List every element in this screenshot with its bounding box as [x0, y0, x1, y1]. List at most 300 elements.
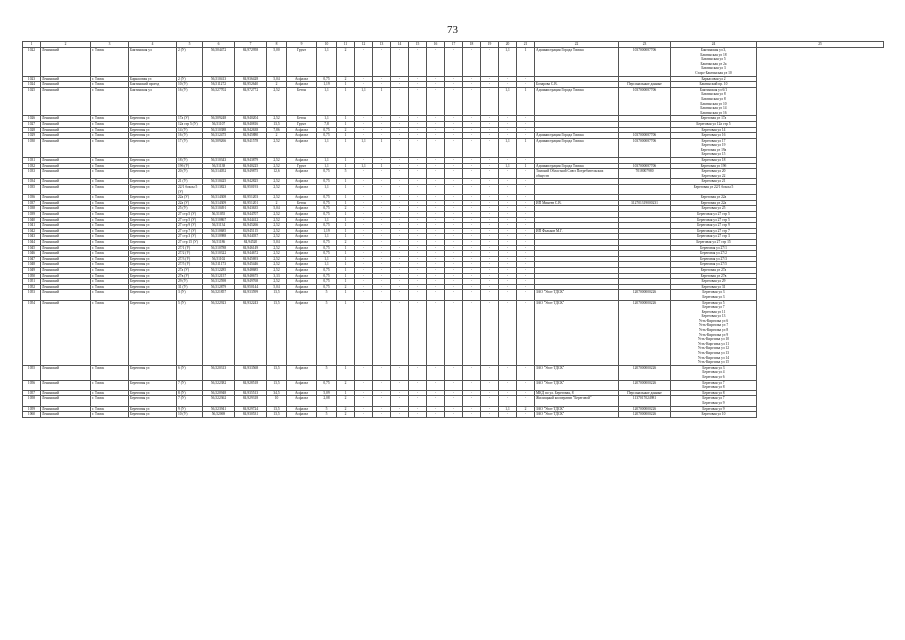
row-number-cell: 1056 [23, 380, 41, 390]
value-cell: - [355, 200, 373, 206]
value-cell: 0,75 [317, 133, 337, 139]
value-cell: - [463, 273, 481, 279]
district-cell: Ленинский [41, 267, 91, 273]
value-cell: - [409, 267, 427, 273]
value-cell: - [499, 267, 517, 273]
value-cell: - [463, 76, 481, 82]
value-cell: - [391, 412, 409, 418]
value-cell: - [427, 234, 445, 240]
area-cell: 13,5 [267, 300, 287, 365]
value-cell: 1,19 [317, 228, 337, 234]
value-cell: - [427, 116, 445, 122]
value-cell: 5 [337, 169, 355, 179]
longitude-cell: 84,942638 [235, 127, 267, 133]
area-cell: 34,5 [267, 390, 287, 396]
served-addresses-cell [671, 185, 757, 195]
value-cell: 2 [337, 396, 355, 406]
value-cell: - [391, 251, 409, 257]
value-cell: 0,75 [317, 212, 337, 218]
value-cell: 0,75 [317, 239, 337, 245]
longitude-cell: 84,929724 [235, 406, 267, 412]
value-cell: - [373, 365, 391, 380]
served-address: Бактинская ул 8 [701, 92, 726, 97]
city-cell: г. Томск [91, 138, 129, 157]
city-cell: г. Томск [91, 169, 129, 179]
value-cell: - [463, 212, 481, 218]
value-cell: - [463, 163, 481, 169]
row-number-cell: 1024 [23, 82, 41, 88]
row-number-cell: 1048 [23, 262, 41, 268]
latitude-cell: 56,512598 [203, 279, 235, 285]
value-cell: - [391, 273, 409, 279]
area-cell: 12,6 [267, 169, 287, 179]
city-cell: г. Томск [91, 245, 129, 251]
value-cell: - [463, 290, 481, 300]
value-cell: - [445, 239, 463, 245]
column-number-header: 4 [129, 42, 177, 48]
district-cell: Ленинский [41, 234, 91, 240]
value-cell: - [499, 206, 517, 212]
value-cell: - [445, 158, 463, 164]
longitude-cell: 84,932243 [235, 300, 267, 365]
value-cell: - [499, 127, 517, 133]
latitude-cell: 56,511272 [203, 82, 235, 88]
value-cell: - [355, 116, 373, 122]
value-cell: - [499, 365, 517, 380]
street-cell: Береговая ул [129, 234, 177, 240]
latitude-cell: 56,523941 [203, 406, 235, 412]
value-cell: - [517, 179, 535, 185]
ogrn-cell: 1207000000226 [619, 412, 671, 418]
longitude-cell: 84,949875 [235, 169, 267, 179]
value-cell: - [517, 396, 535, 406]
owner-cell: Администрация Города Томска [535, 138, 619, 157]
longitude-cell: 84,944412 [235, 217, 267, 223]
latitude-cell: 56,514309 [203, 200, 235, 206]
ogrn-cell: 1037000087706 [619, 133, 671, 139]
longitude-cell: 84,945693 [235, 256, 267, 262]
served-address: Усть-Киргизка ул 9 [698, 332, 729, 337]
value-cell: - [427, 195, 445, 201]
house-cell: 3 (У) [177, 290, 203, 300]
area-cell: 2,52 [267, 87, 287, 116]
house-cell: 27 стр 9 (У) [177, 223, 203, 229]
value-cell: 1 [337, 185, 355, 195]
value-cell: - [463, 396, 481, 406]
house-cell: 22а (У) [177, 195, 203, 201]
value-cell: - [517, 169, 535, 179]
row-number-cell: 1023 [23, 76, 41, 82]
served-address: Усть-Киргизка ул 6 [698, 318, 729, 323]
street-cell: Береговая ул [129, 245, 177, 251]
city-cell: г. Томск [91, 228, 129, 234]
surface-cell: Грунт [287, 48, 317, 77]
value-cell: - [499, 82, 517, 88]
value-cell: 1,1 [499, 163, 517, 169]
value-cell: - [409, 223, 427, 229]
value-cell: - [481, 412, 499, 418]
district-cell: Ленинский [41, 158, 91, 164]
value-cell: - [463, 300, 481, 365]
value-cell: 0,75 [317, 245, 337, 251]
value-cell: - [391, 284, 409, 290]
row-number-cell: 1028 [23, 127, 41, 133]
value-cell: - [373, 267, 391, 273]
value-cell: - [517, 234, 535, 240]
row-number-cell: 1027 [23, 121, 41, 127]
value-cell: - [355, 290, 373, 300]
row-number-cell: 1059 [23, 406, 41, 412]
value-cell: - [355, 223, 373, 229]
served-address: Береговая ул 9 [702, 400, 725, 405]
column-number-header: 6 [203, 42, 235, 48]
served-address: Береговая ул 22 [701, 173, 726, 178]
row-number-cell: 1038 [23, 206, 41, 212]
area-cell: 5,00 [267, 48, 287, 77]
city-cell: г. Томск [91, 179, 129, 185]
value-cell: 5 [317, 412, 337, 418]
value-cell: - [427, 396, 445, 406]
value-cell: - [391, 206, 409, 212]
value-cell: 2 [337, 48, 355, 77]
served-address: Баркасовая ул 2 [701, 76, 726, 81]
city-cell: г. Томск [91, 284, 129, 290]
longitude-cell: 84,945115 [235, 228, 267, 234]
value-cell: - [355, 206, 373, 212]
owner-cell: Администрация Города Томска [535, 163, 619, 169]
served-address: Бактинская ул 5 [701, 57, 726, 62]
served-address: Береговая ул 20 [701, 169, 726, 174]
house-cell: 27 стр 7 (У) [177, 228, 203, 234]
served-address: Береговая ул 27 стр 15 [696, 239, 731, 244]
ogrn-cell: 1207000000226 [619, 406, 671, 412]
street-cell: Береговая ул [129, 406, 177, 412]
value-cell: - [409, 195, 427, 201]
value-cell: - [391, 127, 409, 133]
value-cell: - [445, 87, 463, 116]
surface-cell: Асфальт [287, 245, 317, 251]
area-cell: 2,52 [267, 116, 287, 122]
value-cell: - [481, 200, 499, 206]
column-number-header: 11 [337, 42, 355, 48]
value-cell: - [427, 87, 445, 116]
served-address: Усть-Киргизка ул 14 [697, 355, 730, 360]
value-cell: - [391, 267, 409, 273]
district-cell: Ленинский [41, 133, 91, 139]
surface-cell: Асфальт [287, 223, 317, 229]
surface-cell: Асфальт [287, 406, 317, 412]
longitude-cell: 84,941578 [235, 138, 267, 157]
latitude-cell: 56,51055 [203, 212, 235, 218]
latitude-cell: 56,509266 [203, 138, 235, 157]
value-cell: - [481, 228, 499, 234]
house-cell: 27/5 (У) [177, 262, 203, 268]
house-cell: 27в (У) [177, 273, 203, 279]
longitude-cell: 84,972958 [235, 48, 267, 77]
district-cell: Ленинский [41, 138, 91, 157]
latitude-cell: 56,522362 [203, 396, 235, 406]
latitude-cell: 56,512285 [203, 267, 235, 273]
value-cell: - [409, 390, 427, 396]
value-cell: 2 [337, 239, 355, 245]
value-cell: - [355, 82, 373, 88]
house-cell: 29 (У) [177, 279, 203, 285]
area-cell: 2 [267, 133, 287, 139]
street-cell: Береговая ул [129, 158, 177, 164]
value-cell: - [517, 158, 535, 164]
column-number-header: 21 [517, 42, 535, 48]
value-cell: - [445, 200, 463, 206]
row-number-cell: 1053 [23, 290, 41, 300]
served-address: Береговая ул 8 [702, 390, 725, 395]
value-cell: - [427, 185, 445, 195]
served-address: Береговая ул 5 [702, 300, 725, 305]
column-number-header: 23 [619, 42, 671, 48]
served-addresses-cell [671, 365, 757, 380]
owner-cell: Бочарова С.В. [535, 82, 619, 88]
value-cell: - [373, 279, 391, 285]
table-row [23, 380, 884, 390]
value-cell: - [481, 179, 499, 185]
value-cell: 0,75 [317, 127, 337, 133]
house-cell: 16 (У) [177, 133, 203, 139]
value-cell: - [391, 163, 409, 169]
surface-cell: Асфальт [287, 234, 317, 240]
street-cell: Береговая ул [129, 121, 177, 127]
district-cell: Ленинский [41, 396, 91, 406]
served-address: Береговая ул 21 [701, 179, 726, 184]
latitude-cell: 56,510988 [203, 234, 235, 240]
value-cell: - [499, 290, 517, 300]
value-cell: 5 [317, 300, 337, 365]
value-cell: - [391, 365, 409, 380]
longitude-cell: 84,928518 [235, 380, 267, 390]
value-cell: - [427, 127, 445, 133]
ogrn-cell: 1037000087706 [619, 163, 671, 169]
value-cell: - [427, 217, 445, 223]
house-cell: 9 (У) [177, 406, 203, 412]
street-cell: Береговая ул [129, 262, 177, 268]
district-cell: Ленинский [41, 185, 91, 195]
value-cell: - [427, 262, 445, 268]
district-cell: Ленинский [41, 169, 91, 179]
house-cell: 10 (У) [177, 82, 203, 88]
value-cell: - [391, 116, 409, 122]
area-cell: 13,5 [267, 365, 287, 380]
value-cell: - [355, 412, 373, 418]
served-addresses-cell [671, 290, 757, 300]
city-cell: г. Томск [91, 185, 129, 195]
served-address: Береговая ул 27/3 [700, 256, 727, 261]
value-cell: 1 [337, 163, 355, 169]
value-cell: - [445, 365, 463, 380]
served-address: Береговая ул 16 [701, 133, 726, 138]
district-cell: Ленинский [41, 163, 91, 169]
value-cell: - [481, 380, 499, 390]
city-cell: г. Томск [91, 48, 129, 77]
value-cell: - [409, 256, 427, 262]
value-cell: - [463, 158, 481, 164]
value-cell: 0,75 [317, 179, 337, 185]
value-cell: - [391, 76, 409, 82]
value-cell: - [445, 212, 463, 218]
owner-cell: МКД по ул. Береговая, 8 [535, 390, 619, 396]
value-cell: - [409, 239, 427, 245]
value-cell: - [427, 228, 445, 234]
value-cell: - [445, 206, 463, 212]
column-number-header: 10 [317, 42, 337, 48]
value-cell: - [427, 76, 445, 82]
column-number-header: 5 [177, 42, 203, 48]
served-address: Бактинская ул 16 [700, 110, 727, 115]
value-cell: - [427, 267, 445, 273]
value-cell: - [445, 121, 463, 127]
value-cell: - [427, 251, 445, 257]
value-cell: - [481, 76, 499, 82]
value-cell: - [373, 127, 391, 133]
city-cell: г. Томск [91, 82, 129, 88]
value-cell: - [517, 223, 535, 229]
served-address: Береговая ул 13 [701, 314, 726, 319]
value-cell: - [409, 127, 427, 133]
house-cell: 16 (У) [177, 87, 203, 116]
district-cell: Ленинский [41, 48, 91, 77]
value-cell: - [463, 138, 481, 157]
surface-cell: Асфальт [287, 133, 317, 139]
value-cell: - [373, 195, 391, 201]
value-cell: - [409, 251, 427, 257]
latitude-cell: 56,51134 [203, 223, 235, 229]
value-cell: - [499, 195, 517, 201]
value-cell: - [355, 169, 373, 179]
value-cell: - [355, 256, 373, 262]
table-row [23, 365, 884, 380]
value-cell: - [409, 245, 427, 251]
value-cell: - [391, 179, 409, 185]
value-cell: - [355, 406, 373, 412]
value-cell: - [499, 223, 517, 229]
value-cell: - [355, 284, 373, 290]
served-addresses-cell [671, 87, 757, 116]
value-cell: - [373, 406, 391, 412]
ogrn-cell: 1207000000226 [619, 380, 671, 390]
value-cell: 1 [337, 217, 355, 223]
value-cell: 1 [337, 273, 355, 279]
served-addresses-cell [671, 380, 757, 390]
value-cell: - [445, 185, 463, 195]
value-cell: 1,1 [355, 163, 373, 169]
row-number-cell: 1036 [23, 195, 41, 201]
district-cell: Ленинский [41, 406, 91, 412]
served-address: Береговая ул 12а стр 5 [696, 121, 731, 126]
owner-cell: Администрация Города Томска [535, 133, 619, 139]
value-cell: - [463, 245, 481, 251]
surface-cell: Асфальт [287, 300, 317, 365]
value-cell: - [463, 412, 481, 418]
surface-cell: Асфальт [287, 262, 317, 268]
latitude-cell: 56,512879 [203, 284, 235, 290]
value-cell: - [481, 212, 499, 218]
value-cell: - [445, 290, 463, 300]
house-cell: 22а (У) [177, 200, 203, 206]
value-cell: 0,75 [317, 284, 337, 290]
district-cell: Ленинский [41, 256, 91, 262]
city-cell: г. Томск [91, 251, 129, 257]
served-address: Береговая ул 27в [700, 273, 727, 278]
value-cell: 1 [337, 234, 355, 240]
value-cell: 1 [337, 279, 355, 285]
house-cell: 22/1 боксы 5 (У) [177, 185, 203, 195]
served-address: Береговая ул 27/2 [700, 251, 727, 256]
city-cell: г. Томск [91, 127, 129, 133]
surface-cell: Асфальт [287, 138, 317, 157]
owner-cell: Администрация Города Томска [535, 87, 619, 116]
value-cell: - [355, 228, 373, 234]
value-cell: 1 [337, 195, 355, 201]
value-cell: - [409, 87, 427, 116]
latitude-cell: 56,522923 [203, 300, 235, 365]
street-cell: Береговая ул [129, 185, 177, 195]
served-address: Береговая ул 7 [702, 380, 725, 385]
value-cell: 1,1 [317, 87, 337, 116]
street-cell: Береговая ул [129, 212, 177, 218]
served-address: Береговая ул 4 [702, 370, 725, 375]
value-cell: - [499, 179, 517, 185]
value-cell: - [481, 217, 499, 223]
column-number-header: 22 [535, 42, 619, 48]
street-cell: Береговая ул [129, 412, 177, 418]
value-cell: - [463, 87, 481, 116]
value-cell: - [463, 390, 481, 396]
value-cell: - [373, 273, 391, 279]
served-address: Береговая ул 27 стр 5 [697, 212, 730, 216]
value-cell: - [445, 163, 463, 169]
street-cell: Береговая [129, 239, 177, 245]
surface-cell: Асфальт [287, 412, 317, 418]
longitude-cell: 84,933599 [235, 290, 267, 300]
house-cell: 27 стр 5 (У) [177, 217, 203, 223]
served-address: Береговая ул 19 [701, 143, 726, 148]
value-cell: - [445, 279, 463, 285]
value-cell: - [463, 200, 481, 206]
value-cell: - [499, 251, 517, 257]
value-cell: - [409, 279, 427, 285]
city-cell: г. Томск [91, 234, 129, 240]
street-cell: Береговая ул [129, 223, 177, 229]
area-cell: 5,04 [267, 76, 287, 82]
value-cell: - [481, 169, 499, 179]
longitude-cell: 84,949768 [235, 279, 267, 285]
surface-cell: Бетон [287, 116, 317, 122]
value-cell: - [373, 179, 391, 185]
area-cell: 2,52 [267, 262, 287, 268]
district-cell: Ленинский [41, 380, 91, 390]
district-cell: Ленинский [41, 127, 91, 133]
value-cell: - [499, 133, 517, 139]
street-cell: Береговая ул [129, 228, 177, 234]
value-cell: - [427, 239, 445, 245]
value-cell: - [409, 179, 427, 185]
table-row [23, 396, 884, 406]
served-address: Береговая ул 27 стр 3 [697, 234, 730, 239]
value-cell: - [445, 133, 463, 139]
value-cell: - [355, 273, 373, 279]
value-cell: - [463, 185, 481, 195]
value-cell: - [481, 163, 499, 169]
value-cell: - [499, 239, 517, 245]
value-cell: 1 [337, 300, 355, 365]
value-cell: - [445, 223, 463, 229]
